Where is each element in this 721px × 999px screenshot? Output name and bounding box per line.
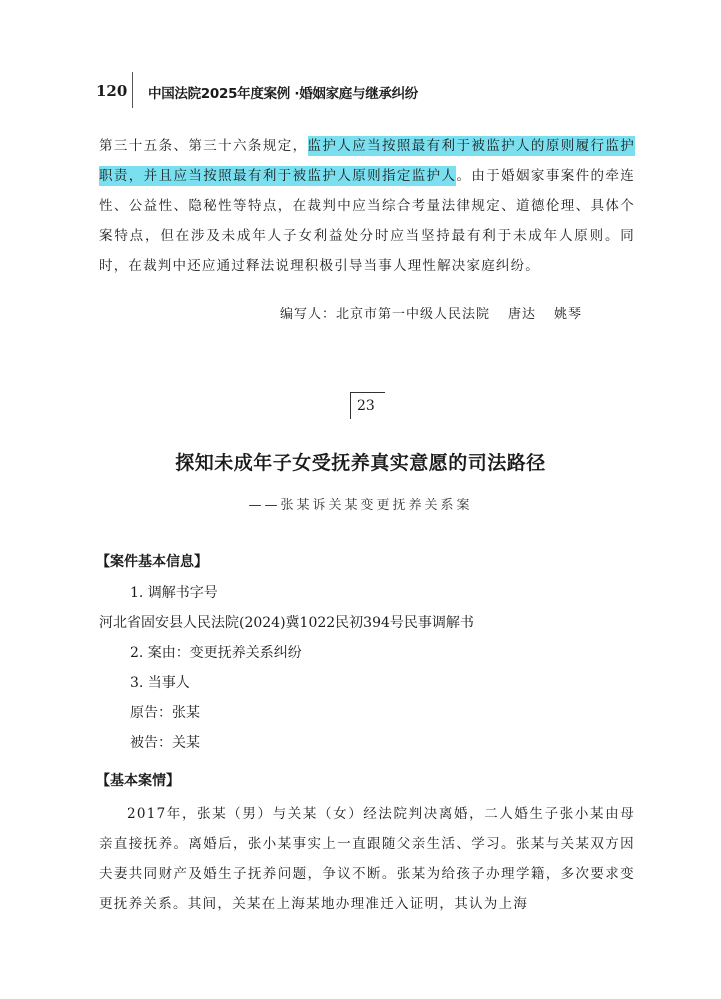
basic-info-heading: 【案件基本信息】 xyxy=(96,554,208,570)
facts-heading: 【基本案情】 xyxy=(96,773,180,789)
previous-case-paragraph xyxy=(99,131,635,281)
running-header xyxy=(96,72,656,108)
author-label: 编写人：北京市第一中级人民法院 xyxy=(280,307,491,322)
case-number: 23 xyxy=(357,398,375,414)
header-divider xyxy=(132,72,133,108)
info-plaintiff: 原告：张某 xyxy=(130,705,200,721)
author-name-1: 唐达 xyxy=(508,307,537,322)
highlighted-text: 监护人应当按照最有利于被监护人的原则履行监护职责，并且应当按照最有利于被监护人原则指定监护人 xyxy=(99,138,635,184)
author-name-2: 姚琴 xyxy=(554,307,583,322)
paragraph-rest: 。由于婚姻家事案件的牵连性、公益性、隐秘性等特点，在裁判中应当综合考量法律规定、道德伦理、具体个案特点，但在涉及未成年人子女利益处分时应当坚持最有利于未成年人原则。同时，在裁判中还应通过释法说理积极引导当事人理性解决家庭纠纷。 xyxy=(99,168,635,274)
info-item-parties-label: 3. 当事人 xyxy=(130,675,190,691)
case-number-box xyxy=(350,392,385,419)
info-item-cause: 2. 案由：变更抚养关系纠纷 xyxy=(130,645,302,661)
info-doc-number: 河北省固安县人民法院(2024)冀1022民初394号民事调解书 xyxy=(99,615,474,631)
info-defendant: 被告：关某 xyxy=(130,735,200,751)
case-subtitle: ——张某诉关某变更抚养关系案 xyxy=(248,498,473,513)
paragraph-lead: 第三十五条、第三十六条规定， xyxy=(99,138,308,154)
book-title: 中国法院2025年度案例 ·婚姻家庭与继承纠纷 xyxy=(148,86,419,102)
case-title: 探知未成年子女受抚养真实意愿的司法路径 xyxy=(175,452,546,474)
author-line xyxy=(280,303,582,322)
page-number: 120 xyxy=(96,82,128,100)
info-item-doc-label: 1. 调解书字号 xyxy=(130,585,218,601)
facts-paragraph: 2017年，张某（男）与关某（女）经法院判决离婚，二人婚生子张小某由母亲直接抚养。离婚后，张小某事实上一直跟随父亲生活、学习。张某与关某双方因夫妻共同财产及婚生子抚养问题，争议不断。张某为给孩子办理学籍，多次要求变更抚养关系。其间，关某在上海某地办理准迁入证明，其认为上海 xyxy=(99,806,635,912)
